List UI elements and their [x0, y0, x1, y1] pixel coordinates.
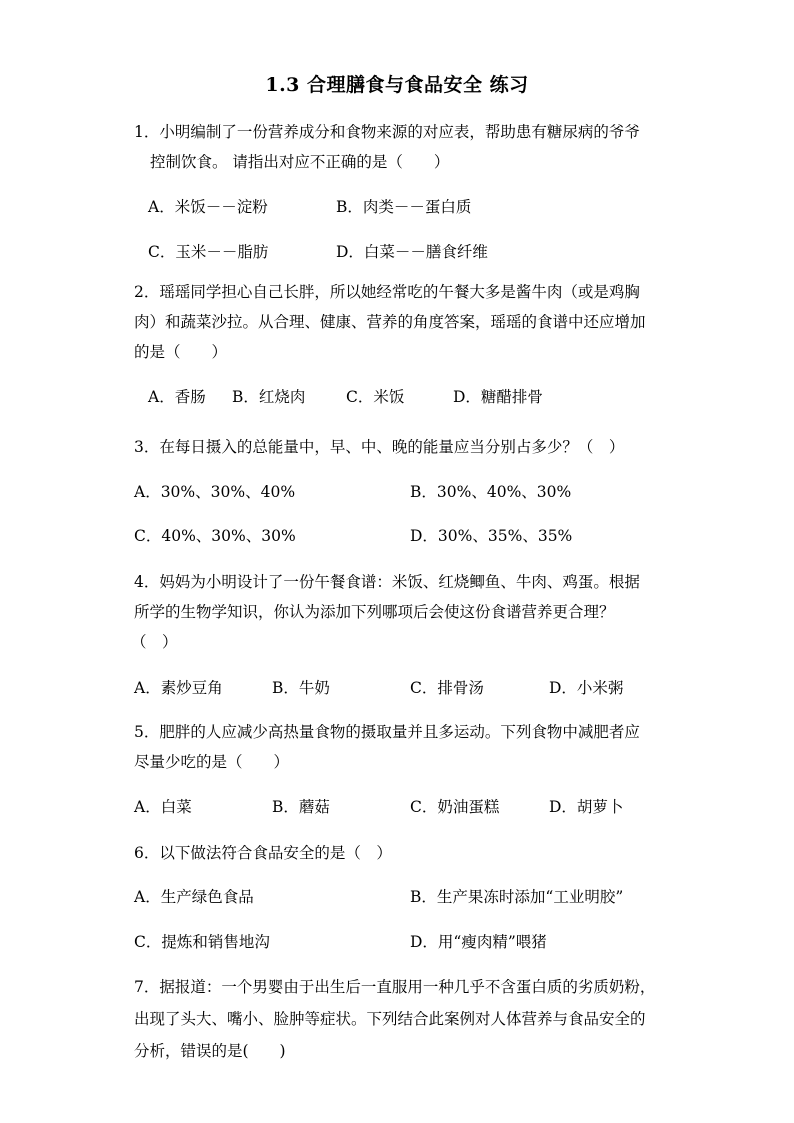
question-4-option-b[interactable]: B．牛奶 — [272, 679, 330, 697]
question-1-option-d[interactable]: D．白菜－－膳食纤维 — [336, 243, 488, 261]
question-3-option-b[interactable]: B．30%、40%、30% — [410, 483, 572, 501]
question-6-line-1: 6．以下做法符合食品安全的是（ ） — [134, 844, 392, 862]
question-7-line-1: 7．据报道：一个男婴由于出生后一直服用一种几乎不含蛋白质的劣质奶粉， — [134, 978, 656, 996]
question-2-option-c[interactable]: C．米饭 — [346, 388, 405, 406]
question-6-option-a[interactable]: A．生产绿色食品 — [134, 888, 254, 906]
question-5-option-b[interactable]: B．蘑菇 — [272, 798, 330, 816]
question-5-line-1: 5．肥胖的人应减少高热量食物的摄取量并且多运动。下列食物中减肥者应 — [134, 723, 640, 741]
question-4-line-2: 所学的生物学知识，你认为添加下列哪项后会使这份食谱营养更合理？ — [134, 603, 615, 621]
question-3-option-a[interactable]: A．30%、30%、40% — [134, 483, 296, 501]
question-3-line-1: 3．在每日摄入的总能量中，早、中、晚的能量应当分别占多少？（ ） — [134, 438, 625, 456]
question-2-line-1: 2．瑶瑶同学担心自己长胖，所以她经常吃的午餐大多是酱牛肉（或是鸡胸 — [134, 283, 640, 301]
question-4-line-1: 4．妈妈为小明设计了一份午餐食谱：米饭、红烧鲫鱼、牛肉、鸡蛋。根据 — [134, 573, 640, 591]
question-1-option-c[interactable]: C．玉米－－脂肪 — [148, 243, 269, 261]
question-1-line-2: 控制饮食。 请指出对应不正确的是（ ） — [150, 153, 450, 171]
question-6-option-b[interactable]: B．生产果冻时添加“工业明胶” — [410, 888, 624, 906]
question-4-option-d[interactable]: D．小米粥 — [549, 679, 624, 697]
question-4-option-c[interactable]: C．排骨汤 — [410, 679, 484, 697]
question-3-option-c[interactable]: C．40%、30%、30% — [134, 527, 296, 545]
question-2-line-2: 肉）和蔬菜沙拉。从合理、健康、营养的角度答案，瑶瑶的食谱中还应增加 — [134, 313, 646, 331]
question-2-line-3: 的是（ ） — [134, 343, 228, 361]
question-2-option-d[interactable]: D．糖醋排骨 — [453, 388, 543, 406]
question-1-line-1: 1．小明编制了一份营养成分和食物来源的对应表，帮助患有糖尿病的爷爷 — [134, 123, 640, 141]
question-5-option-c[interactable]: C．奶油蛋糕 — [410, 798, 500, 816]
question-5-line-2: 尽量少吃的是（ ） — [134, 753, 290, 771]
question-7-line-3: 分析，错误的是( ) — [134, 1042, 286, 1060]
question-6-option-d[interactable]: D．用“瘦肉精”喂猪 — [410, 933, 547, 951]
question-4-option-a[interactable]: A．素炒豆角 — [134, 679, 223, 697]
question-6-option-c[interactable]: C．提炼和销售地沟 — [134, 933, 270, 951]
question-1-option-a[interactable]: A．米饭－－淀粉 — [148, 198, 268, 216]
question-5-option-a[interactable]: A．白菜 — [134, 798, 192, 816]
question-1-option-b[interactable]: B．肉类－－蛋白质 — [336, 198, 472, 216]
question-5-option-d[interactable]: D．胡萝卜 — [549, 798, 624, 816]
page-title: 1.3 合理膳食与食品安全 练习 — [265, 74, 529, 96]
question-3-option-d[interactable]: D．30%、35%、35% — [410, 527, 573, 545]
question-4-line-3: （ ） — [131, 633, 178, 651]
question-7-line-2: 出现了头大、嘴小、脸肿等症状。下列结合此案例对人体营养与食品安全的 — [134, 1010, 646, 1028]
question-2-option-b[interactable]: B．红烧肉 — [232, 388, 306, 406]
question-2-option-a[interactable]: A．香肠 — [148, 388, 206, 406]
